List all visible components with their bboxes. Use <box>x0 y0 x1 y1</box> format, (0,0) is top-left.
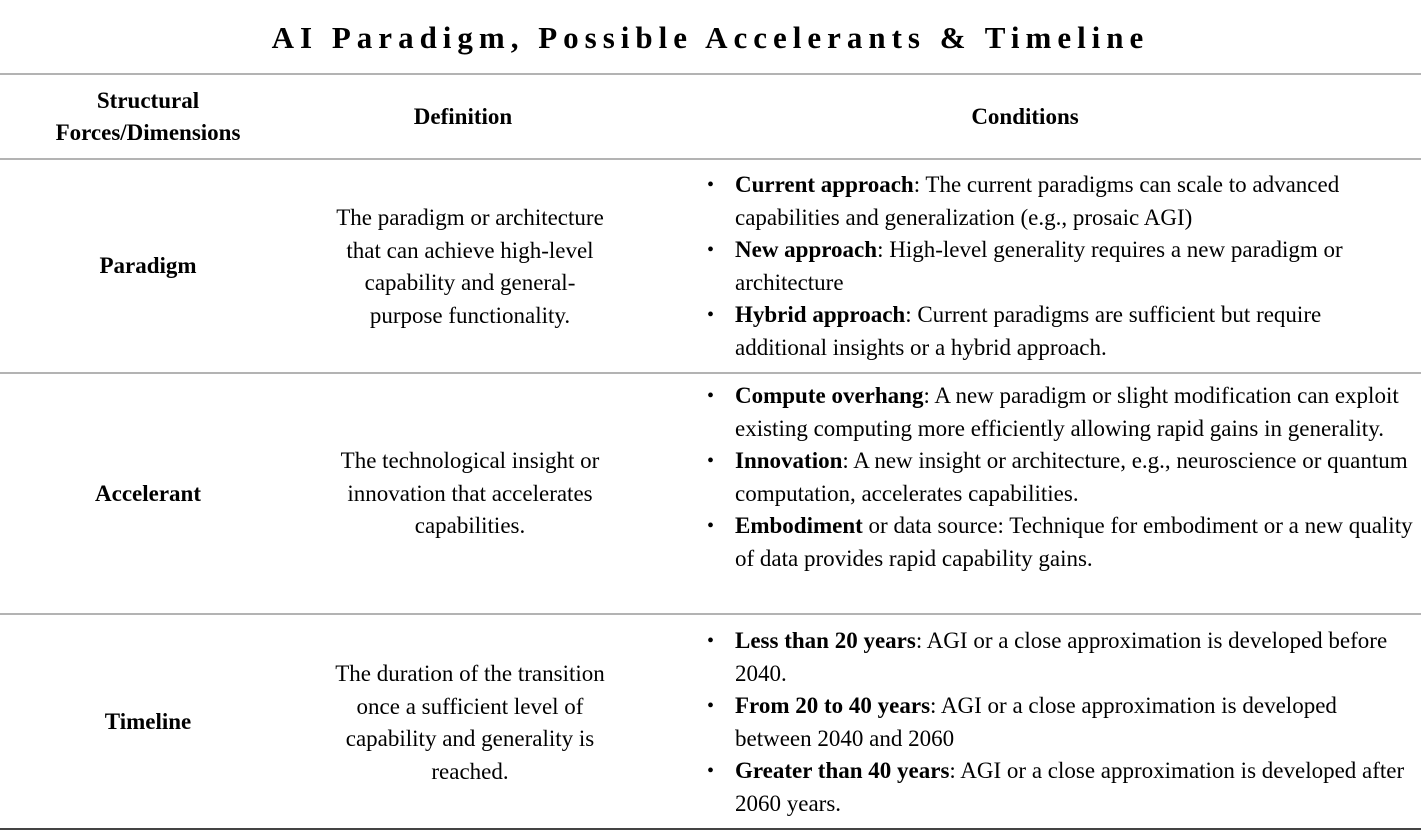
condition-item <box>705 625 1417 690</box>
condition-item <box>705 510 1417 575</box>
conditions-list-timeline <box>705 625 1417 820</box>
condition-text: : A new paradigm or slight modification can exploit existing computing more efficiently allowing rapid gains in generality. <box>735 383 1399 441</box>
condition-item <box>705 445 1417 510</box>
condition-item <box>705 299 1417 364</box>
condition-text: : AGI or a close approximation is developed before 2040. <box>735 628 1388 686</box>
definition-line: capabilities. <box>414 513 526 538</box>
definition-line: that can achieve high-level <box>346 237 594 263</box>
header-structural-line2: Forces/Dimensions <box>55 120 241 145</box>
condition-text: : High-level generality requires a new paradigm or architecture <box>735 237 1343 295</box>
row-label-timeline: Timeline <box>104 709 192 734</box>
top-rule <box>0 73 1421 75</box>
definition-line: capability and generality is <box>345 726 595 751</box>
table-title: AI Paradigm, Possible Accelerants & Timeline <box>271 20 1150 55</box>
definition-line: The duration of the transition <box>335 661 605 686</box>
bullet-icon: • <box>707 515 715 537</box>
bullet-icon: • <box>707 450 715 472</box>
bullet-icon: • <box>707 695 715 717</box>
definition-paradigm <box>300 202 640 332</box>
bullet-icon: • <box>707 760 715 782</box>
definition-line: The paradigm or architecture <box>336 205 604 230</box>
condition-text: : The current paradigms can scale to advanced capabilities and generalization (e.g., prosaic AGI) <box>735 172 1340 230</box>
header-conditions: Conditions <box>971 104 1079 129</box>
condition-term: Less than 20 years <box>735 628 916 653</box>
condition-text: or data source: Technique for embodiment or a new quality of data provides rapid capability gains. <box>735 513 1413 571</box>
bottom-rule <box>0 828 1421 830</box>
bullet-icon: • <box>707 630 715 652</box>
definition-line: purpose functionality. <box>369 302 571 328</box>
condition-term: Hybrid approach <box>735 302 906 327</box>
definition-timeline <box>300 658 640 788</box>
definition-line: innovation that accelerates <box>347 480 593 506</box>
conditions-list-paradigm <box>705 169 1417 364</box>
condition-item <box>705 755 1417 820</box>
bullet-icon: • <box>707 174 715 196</box>
condition-item <box>705 169 1417 234</box>
definition-line: The technological insight or <box>340 448 600 473</box>
condition-item <box>705 234 1417 299</box>
row-rule <box>0 613 1421 615</box>
condition-term: Current approach <box>735 172 914 197</box>
condition-item <box>705 380 1417 445</box>
bullet-icon: • <box>707 239 715 261</box>
conditions-list-accelerant <box>705 380 1417 575</box>
condition-term: Greater than 40 years <box>735 758 950 783</box>
definition-line: once a sufficient level of <box>356 693 584 719</box>
condition-text: : Current paradigms are sufficient but require additional insights or a hybrid approach. <box>735 302 1322 360</box>
condition-term: Embodiment <box>735 513 863 538</box>
condition-term: Innovation <box>735 448 843 473</box>
bullet-icon: • <box>707 385 715 407</box>
row-label-accelerant: Accelerant <box>95 481 201 506</box>
definition-line: reached. <box>431 758 509 784</box>
bullet-icon: • <box>707 304 715 326</box>
condition-text: : AGI or a close approximation is developed between 2040 and 2060 <box>735 693 1337 751</box>
condition-term: New approach <box>735 237 878 262</box>
header-structural-forces <box>10 85 286 149</box>
header-definition: Definition <box>413 104 513 129</box>
condition-term: From 20 to 40 years <box>735 693 931 718</box>
row-label-paradigm: Paradigm <box>99 253 197 278</box>
condition-item <box>705 690 1417 755</box>
definition-accelerant <box>300 445 640 543</box>
condition-term: Compute overhang <box>735 383 924 408</box>
header-structural-line1: Structural <box>96 88 200 113</box>
condition-text: : AGI or a close approximation is developed after 2060 years. <box>735 758 1405 816</box>
condition-text: : A new insight or architecture, e.g., neuroscience or quantum computation, accelerates capabilities. <box>735 448 1408 506</box>
row-rule <box>0 372 1421 374</box>
definition-line: capability and general- <box>364 270 576 295</box>
header-rule <box>0 158 1421 160</box>
